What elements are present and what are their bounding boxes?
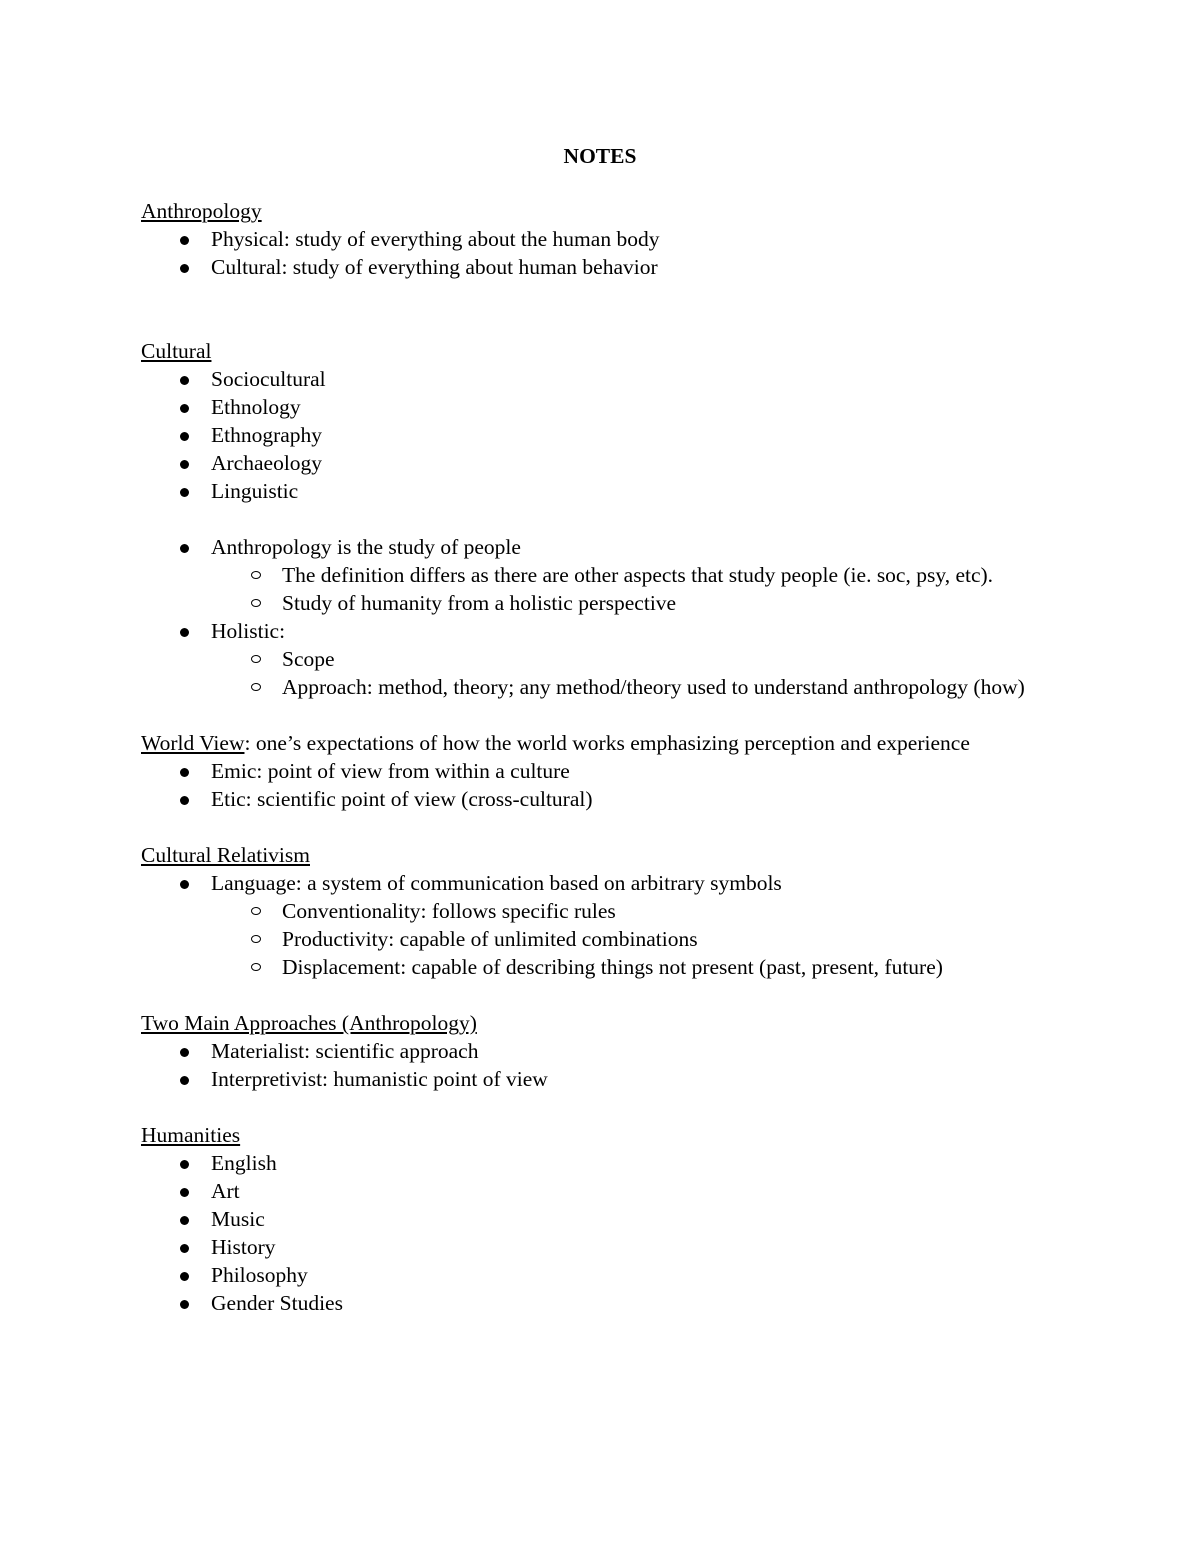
list-item — [141, 617, 1081, 701]
list-item: Emic: point of view from within a culture — [141, 757, 1081, 785]
list-item: Cultural: study of everything about human behavior — [141, 253, 1081, 281]
list-item: Materialist: scientific approach — [141, 1037, 1081, 1065]
list-item — [141, 869, 1081, 981]
sub-list — [211, 645, 1081, 701]
sub-list — [211, 561, 1081, 617]
list-item: Linguistic — [141, 477, 1081, 505]
list-item — [141, 533, 1081, 617]
cultural-relativism-list — [141, 869, 1081, 981]
humanities-list — [141, 1149, 1081, 1317]
list-item: Philosophy — [141, 1261, 1081, 1289]
section-heading-two-main-approaches: Two Main Approaches (Anthropology) — [141, 1011, 477, 1035]
section-heading-cultural-relativism: Cultural Relativism — [141, 843, 310, 867]
list-item-text: Language: a system of communication based on arbitrary symbols — [211, 871, 782, 895]
world-view-list — [141, 757, 1081, 813]
list-item: Interpretivist: humanistic point of view — [141, 1065, 1081, 1093]
list-item: Physical: study of everything about the human body — [141, 225, 1081, 253]
list-item: History — [141, 1233, 1081, 1261]
list-item: Ethnology — [141, 393, 1081, 421]
notes-content — [141, 197, 1081, 1317]
list-item: Gender Studies — [141, 1289, 1081, 1317]
sub-list-item: Scope — [211, 645, 1081, 673]
sub-list-item: Approach: method, theory; any method/theory used to understand anthropology (how) — [211, 673, 1081, 701]
sub-list-item: Conventionality: follows specific rules — [211, 897, 1081, 925]
anthropology-list — [141, 225, 1081, 281]
sub-list-item: The definition differs as there are other aspects that study people (ie. soc, psy, etc). — [211, 561, 1081, 589]
section-heading-anthropology: Anthropology — [141, 199, 262, 223]
list-item: English — [141, 1149, 1081, 1177]
definition-list — [141, 533, 1081, 701]
list-item: Ethnography — [141, 421, 1081, 449]
world-view-text: : one’s expectations of how the world works emphasizing perception and experience — [244, 731, 970, 755]
sub-list-item: Displacement: capable of describing things not present (past, present, future) — [211, 953, 1081, 981]
sub-list — [211, 897, 1081, 981]
section-heading-humanities: Humanities — [141, 1123, 241, 1147]
list-item: Archaeology — [141, 449, 1081, 477]
sub-list-item: Study of humanity from a holistic perspective — [211, 589, 1081, 617]
cultural-list — [141, 365, 1081, 505]
page-title: NOTES — [563, 144, 637, 168]
section-heading-world-view: World View — [141, 731, 245, 755]
approaches-list — [141, 1037, 1081, 1093]
section-heading-cultural: Cultural — [141, 339, 212, 363]
world-view-definition — [141, 729, 1081, 757]
list-item-text: Holistic: — [211, 619, 286, 643]
list-item-text: Anthropology is the study of people — [211, 535, 521, 559]
list-item: Art — [141, 1177, 1081, 1205]
sub-list-item: Productivity: capable of unlimited combinations — [211, 925, 1081, 953]
list-item: Etic: scientific point of view (cross-cultural) — [141, 785, 1081, 813]
list-item: Music — [141, 1205, 1081, 1233]
list-item: Sociocultural — [141, 365, 1081, 393]
